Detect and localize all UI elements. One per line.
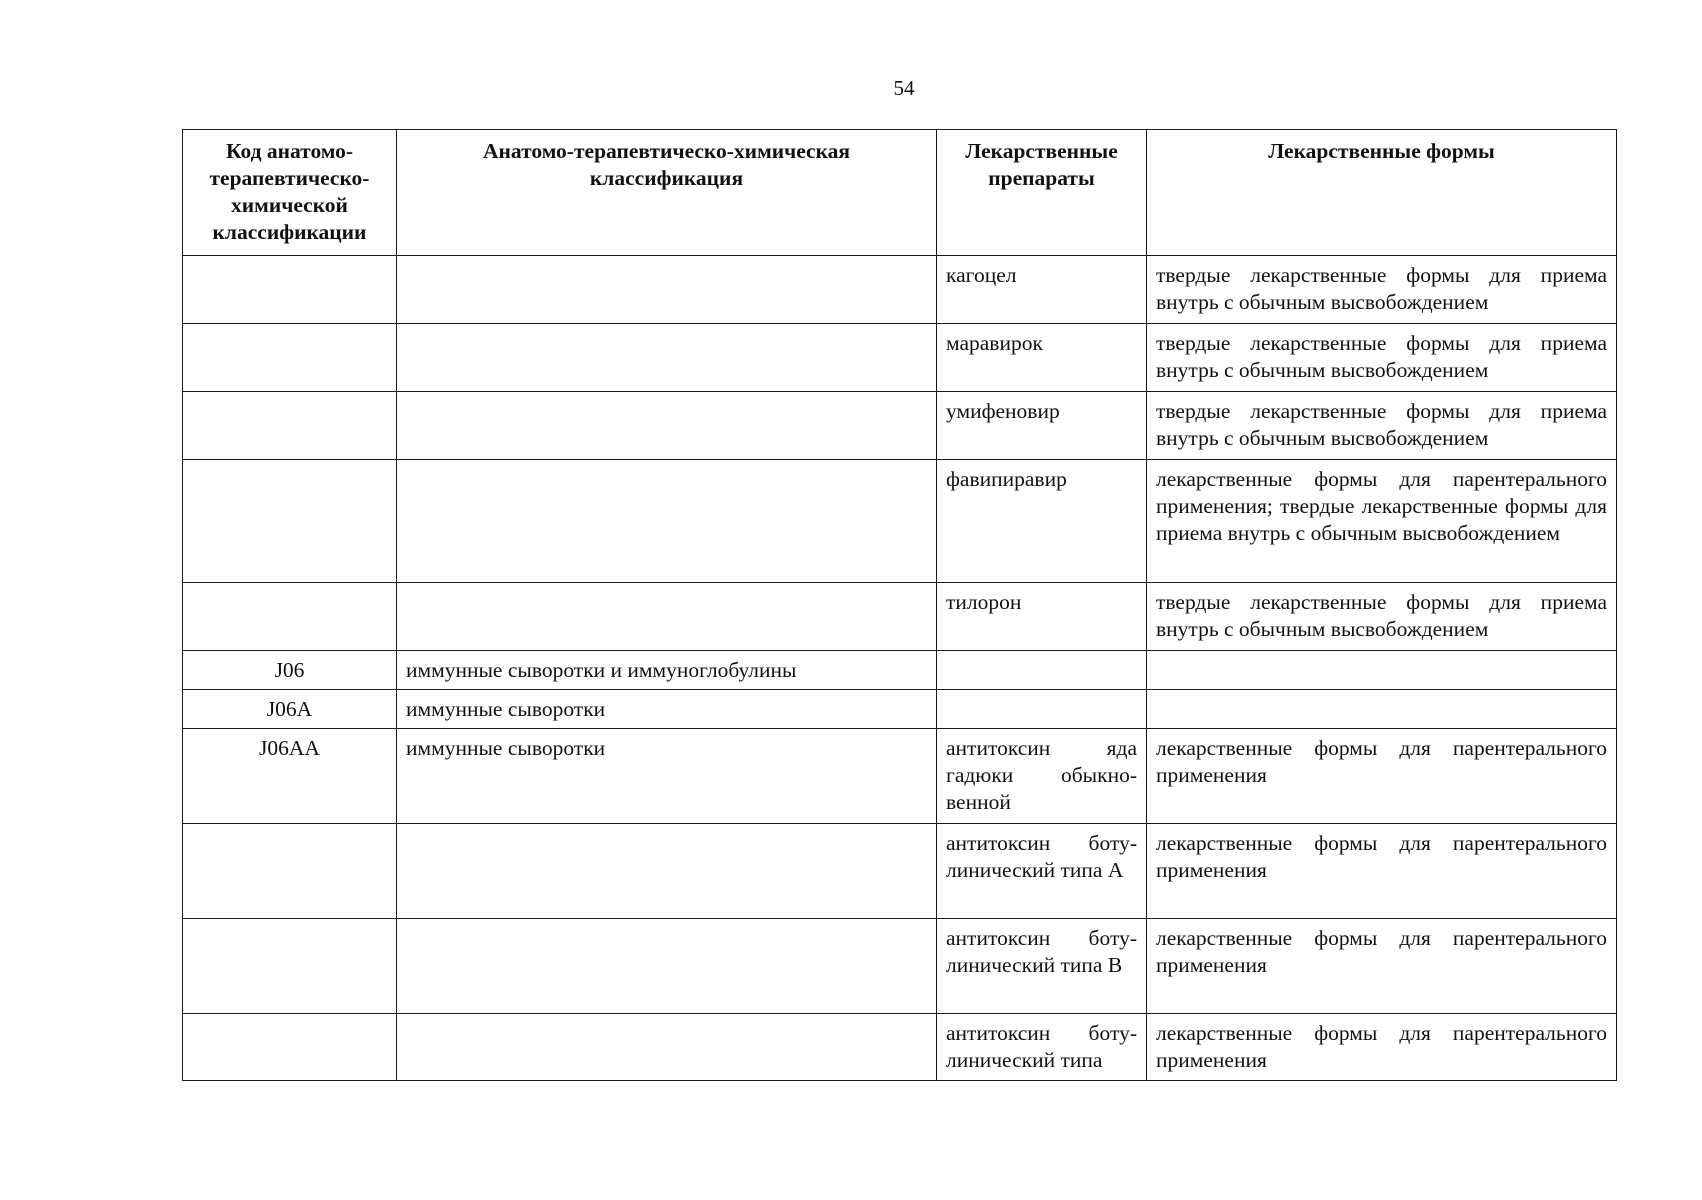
cell-classification bbox=[397, 460, 937, 583]
table-row bbox=[183, 583, 1617, 651]
cell-form: лекарственные формы для парентерального применения bbox=[1147, 1014, 1617, 1081]
cell-classification bbox=[397, 824, 937, 919]
table-row bbox=[183, 919, 1617, 1014]
cell-drug: антитоксин яда гадюки обыкновенной bbox=[937, 729, 1147, 824]
cell-code bbox=[183, 460, 397, 583]
cell-drug: антитоксин ботулинический типа bbox=[937, 1014, 1147, 1081]
header-atc-classification: Анатомо-терапевтическо-химическая классификация bbox=[397, 130, 937, 256]
cell-code: J06A bbox=[183, 690, 397, 729]
cell-drug: кагоцел bbox=[937, 256, 1147, 324]
cell-form: лекарственные формы для парентерального применения bbox=[1147, 729, 1617, 824]
cell-code bbox=[183, 324, 397, 392]
cell-form: лекарственные формы для парентерального применения bbox=[1147, 824, 1617, 919]
cell-classification bbox=[397, 919, 937, 1014]
cell-drug: маравирок bbox=[937, 324, 1147, 392]
cell-form: лекарственные формы для парентерального применения; твердые лекарственные формы для приема внутрь с обычным высвобождением bbox=[1147, 460, 1617, 583]
cell-drug: фавипиравир bbox=[937, 460, 1147, 583]
table-row bbox=[183, 651, 1617, 690]
cell-code bbox=[183, 1014, 397, 1081]
table-row bbox=[183, 392, 1617, 460]
cell-classification bbox=[397, 1014, 937, 1081]
cell-form bbox=[1147, 690, 1617, 729]
cell-form: твердые лекарственные формы для приема внутрь с обычным высвобождением bbox=[1147, 324, 1617, 392]
table-row bbox=[183, 1014, 1617, 1081]
cell-classification bbox=[397, 583, 937, 651]
cell-code bbox=[183, 256, 397, 324]
cell-drug: антитоксин ботулинический типа B bbox=[937, 919, 1147, 1014]
table-header-row bbox=[183, 130, 1617, 256]
cell-classification bbox=[397, 324, 937, 392]
table-row bbox=[183, 690, 1617, 729]
table-row bbox=[183, 324, 1617, 392]
cell-code bbox=[183, 824, 397, 919]
cell-code: J06 bbox=[183, 651, 397, 690]
cell-drug: тилорон bbox=[937, 583, 1147, 651]
cell-drug: антитоксин ботулинический типа A bbox=[937, 824, 1147, 919]
header-drugs: Лекарственные препараты bbox=[937, 130, 1147, 256]
cell-form: твердые лекарственные формы для приема внутрь с обычным высвобождением bbox=[1147, 392, 1617, 460]
cell-drug bbox=[937, 651, 1147, 690]
cell-classification: иммунные сыворотки bbox=[397, 690, 937, 729]
page-number: 54 bbox=[893, 76, 915, 100]
cell-form: твердые лекарственные формы для приема внутрь с обычным высвобождением bbox=[1147, 583, 1617, 651]
table-row bbox=[183, 256, 1617, 324]
cell-form: твердые лекарственные формы для приема внутрь с обычным высвобождением bbox=[1147, 256, 1617, 324]
cell-classification bbox=[397, 256, 937, 324]
cell-classification bbox=[397, 392, 937, 460]
cell-code bbox=[183, 392, 397, 460]
table-row bbox=[183, 460, 1617, 583]
cell-form bbox=[1147, 651, 1617, 690]
cell-code bbox=[183, 583, 397, 651]
cell-classification: иммунные сыворотки и иммуноглобулины bbox=[397, 651, 937, 690]
cell-code: J06AA bbox=[183, 729, 397, 824]
header-atc-code: Код анатомо-терапевтическо-химической классификации bbox=[183, 130, 397, 256]
header-dosage-forms: Лекарственные формы bbox=[1147, 130, 1617, 256]
table-row bbox=[183, 824, 1617, 919]
cell-classification: иммунные сыворотки bbox=[397, 729, 937, 824]
cell-drug: умифеновир bbox=[937, 392, 1147, 460]
table-row bbox=[183, 729, 1617, 824]
cell-form: лекарственные формы для парентерального применения bbox=[1147, 919, 1617, 1014]
cell-code bbox=[183, 919, 397, 1014]
atc-drug-table bbox=[182, 129, 1617, 1081]
cell-drug bbox=[937, 690, 1147, 729]
